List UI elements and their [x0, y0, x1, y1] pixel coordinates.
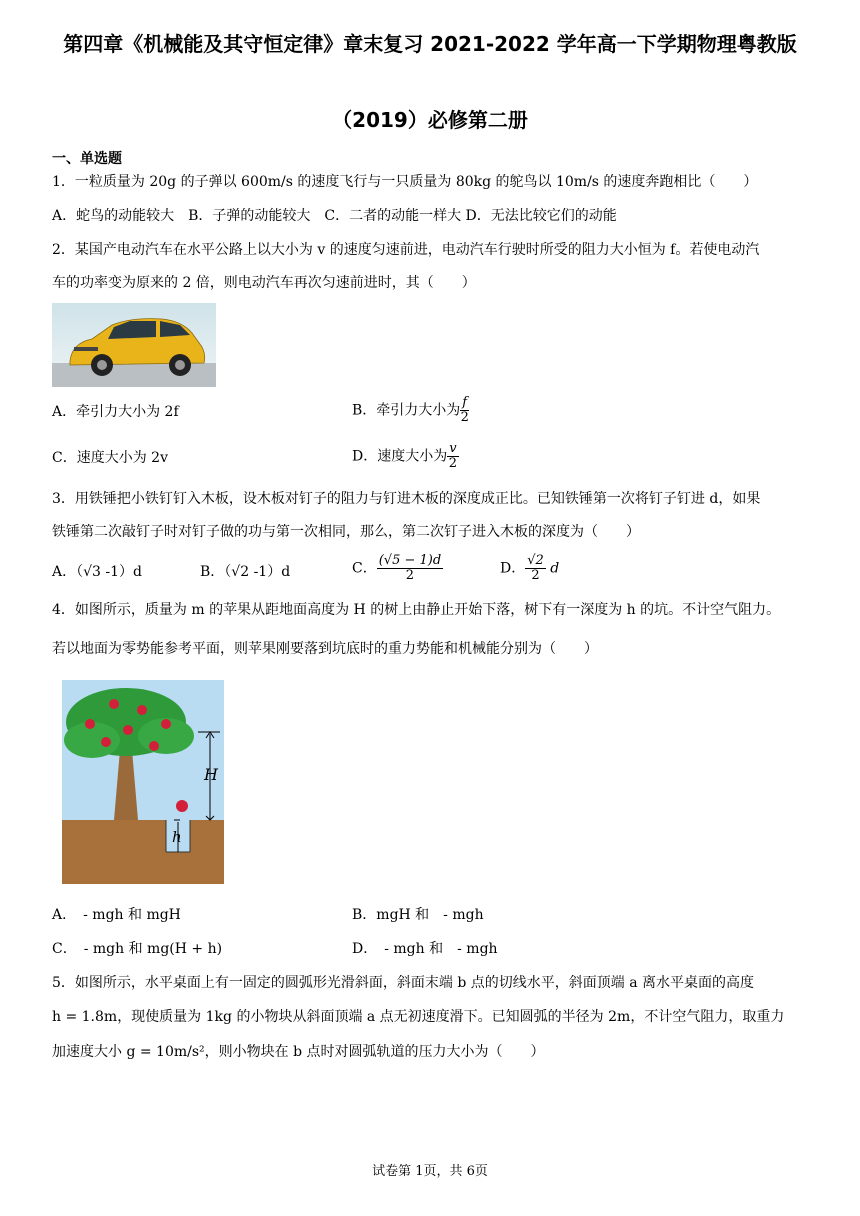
q3-option-c-fraction: [377, 554, 443, 583]
q3-option-d-fraction: [525, 554, 546, 583]
fraction-numerator: √2: [527, 553, 544, 568]
q4-option-a: A． - mgh 和 mgH: [52, 907, 181, 923]
q4-option-d: D． - mgh 和 - mgh: [352, 941, 498, 957]
electric-car-image: [52, 303, 216, 387]
q3-option-b: B．（√2 -1）d: [200, 564, 291, 580]
document-title-line1: 第四章《机械能及其守恒定律》章末复习 2021-2022 学年高一下学期物理粤教版: [63, 32, 797, 56]
height-label-H: H: [204, 765, 218, 784]
q5-stem-line2: h = 1.8m，现使质量为 1kg 的小物块从斜面顶端 a 点无初速度滑下。已知圆弧的半径为 2m，不计空气阻力，取重力: [52, 1009, 785, 1025]
apple-tree-diagram: [62, 680, 224, 884]
q5-stem-line3: 加速度大小 g = 10m/s²，则小物块在 b 点时对圆弧轨道的压力大小为（ ）: [52, 1044, 545, 1060]
fraction-numerator: v: [449, 441, 457, 456]
q3-option-a: A．（√3 -1）d: [52, 564, 142, 580]
q2-option-d-fraction: [447, 442, 458, 471]
fraction-denominator: 2: [531, 568, 540, 583]
q2-option-b-text: B．牵引力大小为: [352, 402, 461, 419]
section-heading: 一、单选题: [52, 151, 122, 167]
fraction-denominator: 2: [405, 568, 415, 583]
fraction-numerator: f: [462, 395, 468, 410]
depth-label-h: h: [172, 828, 182, 846]
fraction-numerator: (√5 − 1)d: [378, 553, 442, 568]
q2-option-d: [352, 442, 459, 471]
q3-option-d-suffix: d: [550, 560, 560, 577]
q3-option-c-text: C．: [352, 560, 377, 577]
page-footer: 试卷第 1页，共 6页: [372, 1164, 488, 1179]
q1-options: A．蛇鸟的动能较大 B．子弹的动能较大 C．二者的动能一样大 D．无法比较它们的动能: [52, 208, 617, 224]
q4-option-c: C． - mgh 和 mg(H + h): [52, 941, 223, 957]
q5-stem-line1: 5．如图所示，水平桌面上有一固定的圆弧形光滑斜面，斜面末端 b 点的切线水平，斜面顶端 a 离水平桌面的高度: [52, 975, 755, 991]
document-title-line2: （2019）必修第二册: [332, 108, 528, 132]
q4-stem-line2: 若以地面为零势能参考平面，则苹果刚要落到坑底时的重力势能和机械能分别为（ ）: [52, 641, 598, 657]
q4-stem-line1: 4．如图所示，质量为 m 的苹果从距地面高度为 H 的树上由静止开始下落，树下有一深度为 h 的坑。不计空气阻力。: [52, 602, 781, 618]
q3-stem-line2: 铁锤第二次敲钉子时对钉子做的功与第一次相同，那么，第二次钉子进入木板的深度为（ ）: [52, 524, 640, 540]
q2-option-c: C．速度大小为 2v: [52, 450, 168, 466]
q2-option-d-text: D．速度大小为: [352, 448, 448, 465]
fraction-denominator: 2: [460, 410, 469, 425]
q3-option-d: [500, 554, 559, 583]
q1-stem: 1．一粒质量为 20g 的子弹以 600m/s 的速度飞行与一只质量为 80kg 的鸵鸟以 10m/s 的速度奔跑相比（ ）: [52, 174, 758, 190]
q2-stem-line1: 2．某国产电动汽车在水平公路上以大小为 v 的速度匀速前进，电动汽车行驶时所受的阻力大小恒为 f。若使电动汽: [52, 242, 760, 258]
q4-option-b: B．mgH 和 - mgh: [352, 907, 484, 923]
q2-stem-line2: 车的功率变为原来的 2 倍，则电动汽车再次匀速前进时，其（ ）: [52, 275, 476, 291]
q3-option-d-text: D．: [500, 560, 526, 577]
q2-option-b: [352, 396, 469, 425]
fraction-denominator: 2: [448, 456, 458, 471]
q2-option-a: A．牵引力大小为 2f: [52, 404, 179, 420]
q3-option-c: [352, 554, 443, 583]
q3-stem-line1: 3．用铁锤把小铁钉钉入木板，设木板对钉子的阻力与钉进木板的深度成正比。已知铁锤第一次将钉子钉进 d，如果: [52, 491, 761, 507]
q2-option-b-fraction: [460, 396, 469, 425]
